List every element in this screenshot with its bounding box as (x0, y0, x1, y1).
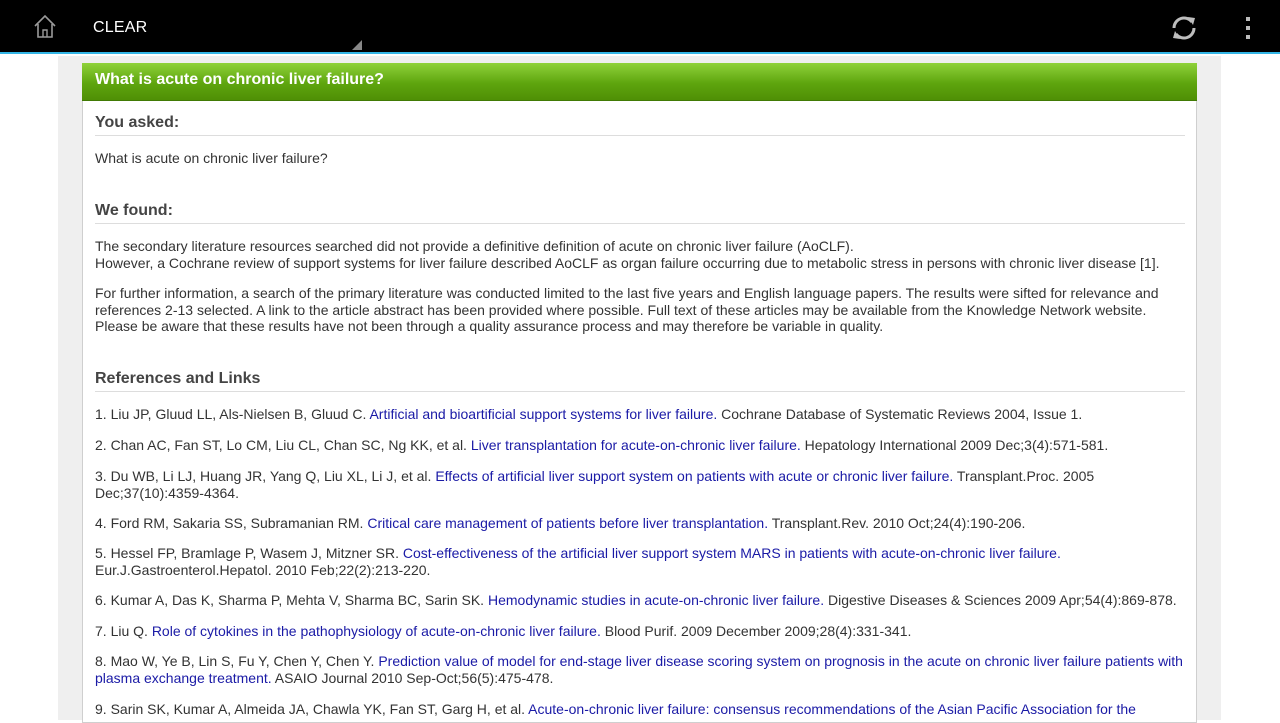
reference-source: Hepatology International 2009 Dec;3(4):571-581. (800, 437, 1109, 453)
reference-source: Transplant.Rev. 2010 Oct;24(4):190-206. (768, 515, 1026, 531)
found-text (95, 238, 1185, 271)
we-found-heading: We found: (95, 202, 1185, 224)
reference-link[interactable]: Cost-effectiveness of the artificial liver support system MARS in patients with acute-on-chronic liver failure. (402, 545, 1061, 561)
reference-link[interactable]: Hemodynamic studies in acute-on-chronic liver failure. (487, 592, 825, 608)
reference-link[interactable]: Role of cytokines in the pathophysiology of acute-on-chronic liver failure. (151, 623, 601, 639)
found-line-2: However, a Cochrane review of support systems for liver failure described AoCLF as organ failure occurring due to metabolic stress in persons with chronic liver disease [1]. (95, 254, 1160, 271)
reference-authors: 2. Chan AC, Fan ST, Lo CM, Liu CL, Chan SC, Ng KK, et al. (95, 437, 471, 453)
reference-link[interactable]: Acute-on-chronic liver failure: consensus recommendations of the Asian Pacific Association for the (528, 701, 1136, 717)
reference-link[interactable]: Effects of artificial liver support system on patients with acute or chronic liver failure. (435, 468, 954, 484)
refresh-icon (1168, 12, 1200, 44)
action-bar (0, 0, 1280, 54)
reference-item (95, 515, 1190, 532)
reference-item (95, 406, 1190, 423)
app-title: CLEAR (93, 19, 148, 36)
overflow-menu-button[interactable] (1236, 12, 1260, 44)
reference-source: ASAIO Journal 2010 Sep-Oct;56(5):475-478. (271, 669, 554, 686)
reference-authors: 7. Liu Q. (95, 623, 152, 639)
home-button[interactable] (30, 12, 60, 42)
reference-item (95, 701, 1190, 718)
reference-item (95, 545, 1190, 578)
reference-item (95, 653, 1190, 686)
reference-item (95, 592, 1190, 609)
reference-source: Cochrane Database of Systematic Reviews 2004, Issue 1. (717, 406, 1083, 422)
reference-link[interactable]: Critical care management of patients before liver transplantation. (367, 515, 769, 531)
further-info-text: For further information, a search of the primary literature was conducted limited to the last five years and English language papers. The results were sifted for relevance and references 2-13 selected. A link to the article abstract has been provided where possible. Full text of these articles may be available from the Knowledge Network website. Please be aware that these results have not been through a quality assurance process and may therefore be variable in quality. (95, 285, 1159, 334)
reference-authors: 6. Kumar A, Das K, Sharma P, Mehta V, Sharma BC, Sarin SK. (95, 592, 488, 608)
reference-item (95, 437, 1190, 454)
you-asked-heading: You asked: (95, 114, 1185, 136)
reference-item (95, 623, 1190, 640)
app-title-spinner[interactable] (82, 0, 364, 54)
reference-link[interactable]: Liver transplantation for acute-on-chronic liver failure. (470, 437, 801, 453)
question-title: What is acute on chronic liver failure? (95, 71, 384, 88)
spinner-indicator-icon (352, 40, 362, 50)
reference-source: Blood Purif. 2009 December 2009;28(4):331-341. (600, 623, 912, 639)
reference-authors: 4. Ford RM, Sakaria SS, Subramanian RM. (95, 515, 368, 531)
reference-authors: 3. Du WB, Li LJ, Huang JR, Yang Q, Liu XL, Li J, et al. (95, 468, 436, 484)
card-header (82, 63, 1197, 101)
reference-source: Transplant.Proc. 2005 Dec;37(10):4359-4364. (95, 468, 1095, 501)
reference-authors: 1. Liu JP, Gluud LL, Als-Nielsen B, Gluud C. (95, 406, 370, 422)
reference-link[interactable]: Prediction value of model for end-stage liver disease scoring system on prognosis in the acute on chronic liver failure patients with plasma exchange treatment. (95, 653, 1183, 686)
reference-authors: 5. Hessel FP, Bramlage P, Wasem J, Mitzner SR. (95, 545, 403, 561)
found-line-1: The secondary literature resources searched did not provide a definitive definition of acute on chronic liver failure (AoCLF). (95, 238, 854, 254)
reference-source: Eur.J.Gastroenterol.Hepatol. 2010 Feb;22(2):213-220. (95, 561, 431, 578)
question-text: What is acute on chronic liver failure? (95, 150, 328, 166)
reference-source: Digestive Diseases & Sciences 2009 Apr;54(4):869-878. (824, 592, 1177, 608)
references-heading: References and Links (95, 370, 1185, 392)
home-icon (30, 12, 60, 42)
reference-authors: 9. Sarin SK, Kumar A, Almeida JA, Chawla YK, Fan ST, Garg H, et al. (95, 701, 529, 717)
reference-authors: 8. Mao W, Ye B, Lin S, Fu Y, Chen Y, Chen Y. (95, 653, 379, 669)
refresh-button[interactable] (1168, 12, 1200, 44)
reference-link[interactable]: Artificial and bioartificial support systems for liver failure. (369, 406, 718, 422)
overflow-menu-icon (1236, 12, 1260, 44)
reference-item (95, 468, 1190, 501)
